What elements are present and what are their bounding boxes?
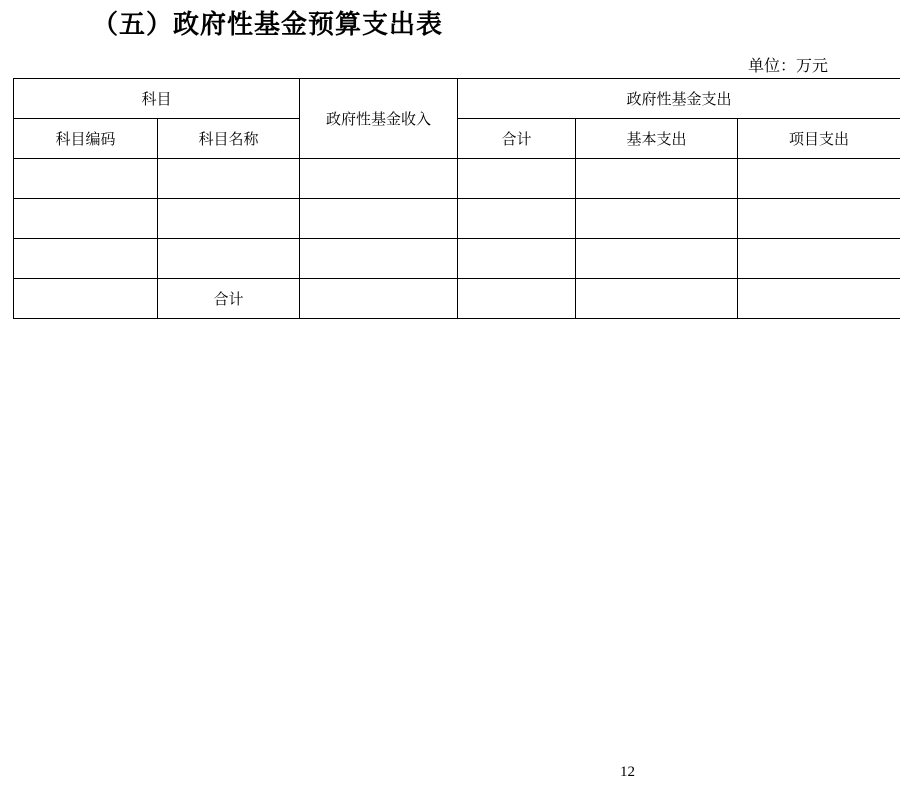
table-cell [738, 159, 900, 199]
table-cell [738, 199, 900, 239]
table-cell [738, 239, 900, 279]
page-number: 12 [620, 764, 635, 780]
header-expense-project: 项目支出 [738, 119, 900, 159]
header-fund-expense-group: 政府性基金支出 [458, 79, 900, 119]
table-cell [576, 279, 738, 319]
table-header-row-2 [14, 119, 900, 159]
page-title: （五）政府性基金预算支出表 [92, 10, 444, 40]
table-cell [458, 239, 576, 279]
header-expense-basic: 基本支出 [576, 119, 738, 159]
table-cell [14, 279, 158, 319]
table-cell [14, 199, 158, 239]
table-cell [576, 239, 738, 279]
table-cell [158, 159, 300, 199]
table-cell [300, 199, 458, 239]
table-cell [14, 239, 158, 279]
header-subject-name: 科目名称 [158, 119, 300, 159]
fund-expenditure-table [13, 78, 900, 319]
table-cell [458, 199, 576, 239]
table-cell [300, 159, 458, 199]
table-cell [458, 279, 576, 319]
table-cell [576, 159, 738, 199]
table-cell [300, 239, 458, 279]
table-cell [738, 279, 900, 319]
header-subject-code: 科目编码 [14, 119, 158, 159]
table-header-row-1 [14, 79, 900, 119]
table-cell [458, 159, 576, 199]
header-expense-total: 合计 [458, 119, 576, 159]
table-cell [14, 159, 158, 199]
unit-label: 单位：万元 [748, 56, 829, 75]
table-row [14, 159, 900, 199]
total-label: 合计 [158, 279, 300, 319]
table-cell [300, 279, 458, 319]
header-fund-revenue: 政府性基金收入 [300, 79, 458, 159]
table-total-row [14, 279, 900, 319]
table-cell [158, 199, 300, 239]
table-cell [576, 199, 738, 239]
table-row [14, 199, 900, 239]
table-cell [158, 239, 300, 279]
table-row [14, 239, 900, 279]
header-subject-group: 科目 [14, 79, 300, 119]
